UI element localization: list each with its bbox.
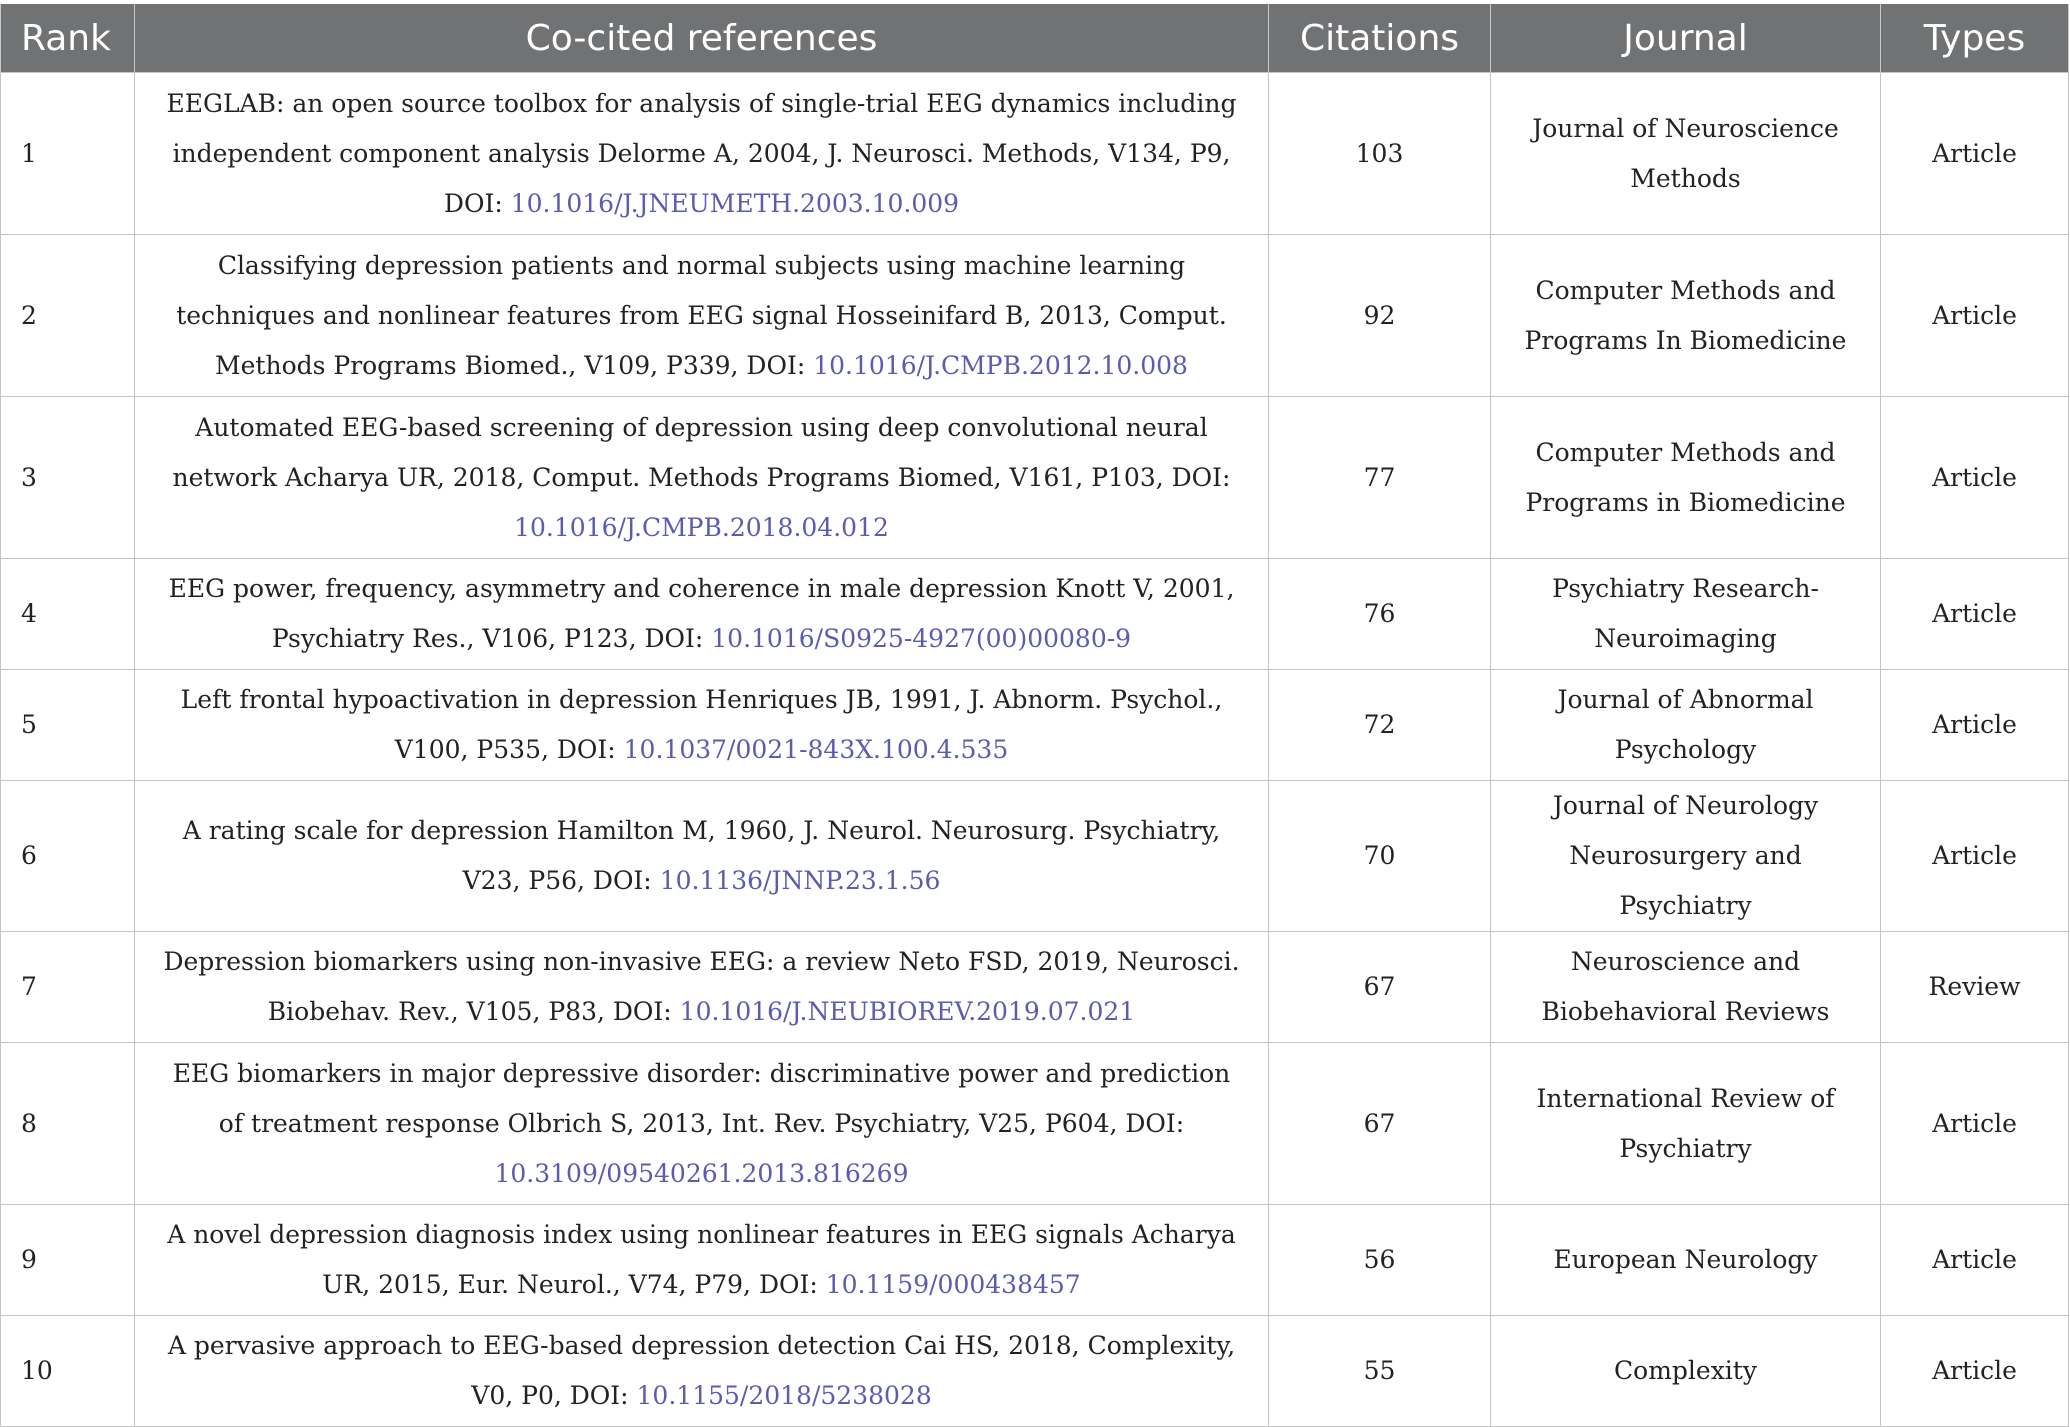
citations-cell: 103	[1269, 73, 1491, 235]
reference-text: EEGLAB: an open source toolbox for analysis of single-trial EEG dynamics including independent component analysis Delorme A, 2004, J. Neurosci. Methods, V134, P9, DOI:	[166, 88, 1237, 218]
type-cell: Article	[1881, 559, 2069, 670]
journal-cell: Complexity	[1491, 1316, 1881, 1427]
journal-cell: Journal of Neuroscience Methods	[1491, 73, 1881, 235]
reference-cell	[135, 781, 1269, 932]
doi-link[interactable]: 10.1155/2018/5238028	[636, 1381, 932, 1410]
table-header	[1, 4, 2069, 73]
header-type: Types	[1881, 4, 2069, 73]
citations-cell: 72	[1269, 670, 1491, 781]
doi-link[interactable]: 10.3109/09540261.2013.816269	[494, 1158, 909, 1188]
table-row	[1, 559, 2069, 670]
doi-link[interactable]: 10.1159/000438457	[825, 1270, 1081, 1299]
reference-text: Depression biomarkers using non-invasive EEG: a review Neto FSD, 2019, Neurosci. Biobehav. Rev., V105, P83, DOI:	[163, 947, 1240, 1026]
table-row	[1, 670, 2069, 781]
doi-link[interactable]: 10.1016/J.CMPB.2018.04.012	[514, 512, 889, 542]
table-row	[1, 932, 2069, 1043]
type-cell: Article	[1881, 1205, 2069, 1316]
citations-cell: 76	[1269, 559, 1491, 670]
rank-cell: 6	[1, 781, 135, 932]
header-reference: Co-cited references	[135, 4, 1269, 73]
doi-link[interactable]: 10.1037/0021-843X.100.4.535	[623, 735, 1009, 764]
reference-text: Classifying depression patients and normal subjects using machine learning techniques and nonlinear features from EEG signal Hosseinifard B, 2013, Comput. Methods Programs Biomed., V109, P339, DOI:	[176, 250, 1227, 380]
type-cell: Article	[1881, 73, 2069, 235]
table-row	[1, 1043, 2069, 1205]
citations-cell: 55	[1269, 1316, 1491, 1427]
citations-cell: 56	[1269, 1205, 1491, 1316]
journal-cell: European Neurology	[1491, 1205, 1881, 1316]
type-cell: Article	[1881, 781, 2069, 932]
type-cell: Article	[1881, 670, 2069, 781]
co-cited-references-table	[0, 4, 2069, 1427]
reference-text: A rating scale for depression Hamilton M, 1960, J. Neurol. Neurosurg. Psychiatry, V23, P56, DOI:	[182, 816, 1221, 895]
table-row	[1, 781, 2069, 932]
reference-cell	[135, 73, 1269, 235]
rank-cell: 4	[1, 559, 135, 670]
table-row	[1, 73, 2069, 235]
type-cell: Article	[1881, 1316, 2069, 1427]
header-row	[1, 4, 2069, 73]
doi-link[interactable]: 10.1016/J.JNEUMETH.2003.10.009	[510, 188, 960, 218]
type-cell: Article	[1881, 1043, 2069, 1205]
type-cell: Article	[1881, 235, 2069, 397]
reference-cell	[135, 670, 1269, 781]
rank-cell: 7	[1, 932, 135, 1043]
reference-text: EEG biomarkers in major depressive disorder: discriminative power and prediction of treatment response Olbrich S, 2013, Int. Rev. Psychiatry, V25, P604, DOI:	[172, 1058, 1231, 1138]
header-citations: Citations	[1269, 4, 1491, 73]
table-row	[1, 1316, 2069, 1427]
reference-text: A novel depression diagnosis index using nonlinear features in EEG signals Acharya UR, 2015, Eur. Neurol., V74, P79, DOI:	[167, 1220, 1236, 1299]
reference-text: Automated EEG-based screening of depression using deep convolutional neural network Acharya UR, 2018, Comput. Methods Programs Biomed, V161, P103, DOI:	[172, 412, 1231, 492]
reference-text: Left frontal hypoactivation in depression Henriques JB, 1991, J. Abnorm. Psychol., V100, P535, DOI:	[180, 685, 1223, 764]
citations-cell: 77	[1269, 397, 1491, 559]
citations-cell: 67	[1269, 1043, 1491, 1205]
journal-cell: Journal of Abnormal Psychology	[1491, 670, 1881, 781]
rank-cell: 3	[1, 397, 135, 559]
journal-cell: Psychiatry Research-Neuroimaging	[1491, 559, 1881, 670]
header-journal: Journal	[1491, 4, 1881, 73]
rank-cell: 2	[1, 235, 135, 397]
doi-link[interactable]: 10.1016/J.NEUBIOREV.2019.07.021	[679, 997, 1136, 1026]
table-row	[1, 1205, 2069, 1316]
rank-cell: 1	[1, 73, 135, 235]
reference-cell	[135, 1205, 1269, 1316]
doi-link[interactable]: 10.1016/S0925-4927(00)00080-9	[711, 624, 1132, 653]
header-rank: Rank	[1, 4, 135, 73]
reference-text: EEG power, frequency, asymmetry and coherence in male depression Knott V, 2001, Psychiatry Res., V106, P123, DOI:	[168, 574, 1235, 653]
table-row	[1, 397, 2069, 559]
rank-cell: 9	[1, 1205, 135, 1316]
rank-cell: 10	[1, 1316, 135, 1427]
journal-cell: International Review of Psychiatry	[1491, 1043, 1881, 1205]
type-cell: Review	[1881, 932, 2069, 1043]
doi-link[interactable]: 10.1136/JNNP.23.1.56	[659, 866, 941, 895]
rank-cell: 8	[1, 1043, 135, 1205]
table-body	[1, 73, 2069, 1427]
reference-cell	[135, 397, 1269, 559]
reference-cell	[135, 235, 1269, 397]
reference-cell	[135, 559, 1269, 670]
citations-cell: 70	[1269, 781, 1491, 932]
reference-cell	[135, 932, 1269, 1043]
table-row	[1, 235, 2069, 397]
rank-cell: 5	[1, 670, 135, 781]
citations-cell: 92	[1269, 235, 1491, 397]
journal-cell: Computer Methods and Programs In Biomedicine	[1491, 235, 1881, 397]
reference-cell	[135, 1043, 1269, 1205]
journal-cell: Journal of Neurology Neurosurgery and Psychiatry	[1491, 781, 1881, 932]
journal-cell: Neuroscience and Biobehavioral Reviews	[1491, 932, 1881, 1043]
journal-cell: Computer Methods and Programs in Biomedicine	[1491, 397, 1881, 559]
type-cell: Article	[1881, 397, 2069, 559]
doi-link[interactable]: 10.1016/J.CMPB.2012.10.008	[813, 350, 1188, 380]
reference-cell	[135, 1316, 1269, 1427]
reference-text: A pervasive approach to EEG-based depression detection Cai HS, 2018, Complexity, V0, P0, DOI:	[167, 1331, 1236, 1410]
citations-cell: 67	[1269, 932, 1491, 1043]
